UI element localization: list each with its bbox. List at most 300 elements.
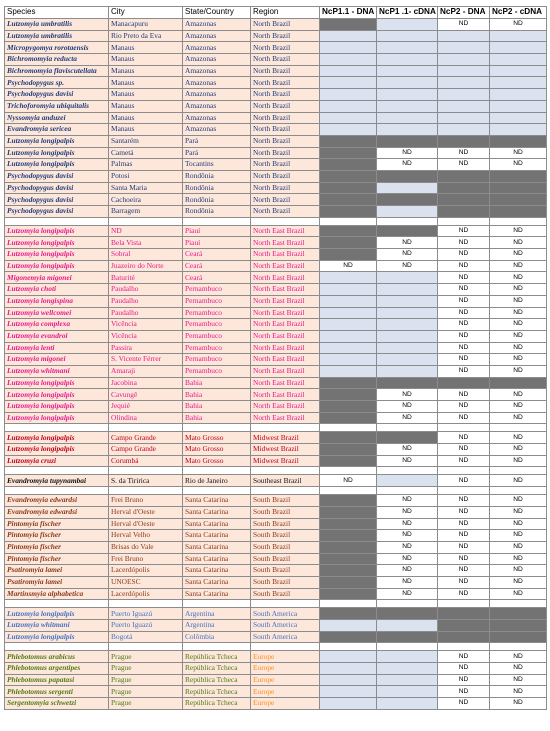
region-cell: North East Brazil <box>251 225 320 237</box>
result-cell <box>320 576 377 588</box>
result-cell <box>377 674 438 686</box>
result-cell: ND <box>438 565 490 577</box>
state-cell: Amazonas <box>183 42 251 54</box>
spacer-cell <box>438 424 490 432</box>
result-cell: ND <box>377 518 438 530</box>
state-cell: Pernambuco <box>183 354 251 366</box>
region-cell: South Brazil <box>251 588 320 600</box>
state-cell: República Tcheca <box>183 663 251 675</box>
state-cell: Amazonas <box>183 30 251 42</box>
state-cell: Rondônia <box>183 206 251 218</box>
result-cell: ND <box>438 651 490 663</box>
table-row <box>5 182 547 194</box>
result-cell <box>377 342 438 354</box>
species-cell: Lutzomyia lenti <box>5 342 109 354</box>
result-cell: ND <box>490 674 547 686</box>
city-cell: Campo Grande <box>109 432 183 444</box>
result-cell <box>320 674 377 686</box>
spacer-cell <box>5 217 109 225</box>
table-row <box>5 135 547 147</box>
state-cell: Santa Catarina <box>183 530 251 542</box>
result-cell <box>438 182 490 194</box>
region-cell: North East Brazil <box>251 249 320 261</box>
table-row <box>5 112 547 124</box>
result-cell <box>320 284 377 296</box>
city-cell: Cachoeira <box>109 194 183 206</box>
city-cell: Paudalho <box>109 307 183 319</box>
region-cell: Midwest Brazil <box>251 432 320 444</box>
result-cell <box>377 19 438 31</box>
state-cell: Rio de Janeiro <box>183 475 251 487</box>
result-cell: ND <box>438 330 490 342</box>
result-cell: ND <box>438 401 490 413</box>
result-cell <box>320 553 377 565</box>
result-cell: ND <box>438 541 490 553</box>
result-cell <box>320 354 377 366</box>
result-cell <box>490 194 547 206</box>
result-cell: ND <box>438 475 490 487</box>
spacer-cell <box>251 487 320 495</box>
result-cell: ND <box>438 237 490 249</box>
city-cell: Corumbá <box>109 455 183 467</box>
city-cell: Santarém <box>109 135 183 147</box>
state-cell: Pará <box>183 147 251 159</box>
city-cell: Potosi <box>109 170 183 182</box>
region-cell: South Brazil <box>251 530 320 542</box>
state-cell: Piauí <box>183 237 251 249</box>
region-cell: North East Brazil <box>251 412 320 424</box>
result-cell <box>320 77 377 89</box>
result-cell: ND <box>377 237 438 249</box>
result-cell <box>490 89 547 101</box>
species-cell: Lutzomyia complexa <box>5 319 109 331</box>
result-cell <box>438 100 490 112</box>
result-cell <box>320 565 377 577</box>
species-cell: Lutzomyia longipalpis <box>5 608 109 620</box>
result-cell <box>438 631 490 643</box>
spacer-cell <box>109 424 183 432</box>
result-cell: ND <box>377 159 438 171</box>
table-row <box>5 206 547 218</box>
table-row <box>5 389 547 401</box>
table-row <box>5 342 547 354</box>
result-cell <box>377 365 438 377</box>
result-cell <box>320 506 377 518</box>
table-row <box>5 631 547 643</box>
table-row <box>5 365 547 377</box>
result-cell <box>377 307 438 319</box>
state-cell: Amazonas <box>183 100 251 112</box>
state-cell: Mato Grosso <box>183 444 251 456</box>
result-cell <box>320 530 377 542</box>
city-cell: Vicência <box>109 330 183 342</box>
region-cell: North Brazil <box>251 170 320 182</box>
result-cell: ND <box>490 319 547 331</box>
state-cell: Argentina <box>183 620 251 632</box>
spacer-cell <box>320 424 377 432</box>
spacer-cell <box>109 217 183 225</box>
region-cell: North East Brazil <box>251 272 320 284</box>
city-cell: Manaus <box>109 42 183 54</box>
city-cell: Puerto Iguazú <box>109 608 183 620</box>
table-row <box>5 170 547 182</box>
city-cell: Santa Maria <box>109 182 183 194</box>
state-cell: Santa Catarina <box>183 576 251 588</box>
result-cell: ND <box>490 686 547 698</box>
state-cell: Ceará <box>183 260 251 272</box>
result-cell: ND <box>490 495 547 507</box>
species-cell: Pintomyia fischer <box>5 553 109 565</box>
spacer-row <box>5 600 547 608</box>
spacer-cell <box>490 487 547 495</box>
state-cell: Santa Catarina <box>183 588 251 600</box>
result-cell: ND <box>377 444 438 456</box>
spacer-cell <box>377 643 438 651</box>
result-cell <box>320 65 377 77</box>
city-cell: Sobral <box>109 249 183 261</box>
species-cell: Lutzomyia umbratilis <box>5 30 109 42</box>
species-cell: Lutzomyia wellcomei <box>5 307 109 319</box>
result-cell <box>320 237 377 249</box>
result-cell <box>320 663 377 675</box>
table-row <box>5 518 547 530</box>
species-cell: Pintomyia fischer <box>5 518 109 530</box>
result-cell: ND <box>438 272 490 284</box>
state-cell: Ceará <box>183 249 251 261</box>
region-cell: North East Brazil <box>251 342 320 354</box>
region-cell: North East Brazil <box>251 319 320 331</box>
result-cell <box>320 455 377 467</box>
state-cell: Amazonas <box>183 77 251 89</box>
result-cell <box>438 30 490 42</box>
region-cell: North East Brazil <box>251 377 320 389</box>
species-cell: Sergentomyia schwetzi <box>5 698 109 710</box>
region-cell: South America <box>251 631 320 643</box>
state-cell: Pernambuco <box>183 307 251 319</box>
table-row <box>5 30 547 42</box>
result-cell <box>320 319 377 331</box>
table-body <box>5 19 547 710</box>
result-cell <box>377 663 438 675</box>
result-cell: ND <box>490 249 547 261</box>
result-cell: ND <box>438 225 490 237</box>
city-cell: Jacobina <box>109 377 183 389</box>
state-cell: Amazonas <box>183 112 251 124</box>
species-cell: Lutzomyia umbratilis <box>5 19 109 31</box>
state-cell: Santa Catarina <box>183 506 251 518</box>
table-row <box>5 541 547 553</box>
city-cell: Manaus <box>109 77 183 89</box>
result-cell <box>377 330 438 342</box>
species-cell: Lutzomyia longipalpis <box>5 159 109 171</box>
result-cell: ND <box>490 330 547 342</box>
region-cell: North Brazil <box>251 206 320 218</box>
city-cell: Juazeiro do Norte <box>109 260 183 272</box>
result-cell <box>320 389 377 401</box>
result-cell <box>320 620 377 632</box>
result-cell: ND <box>320 260 377 272</box>
city-cell: Amaraji <box>109 365 183 377</box>
table-row <box>5 295 547 307</box>
result-cell <box>377 608 438 620</box>
spacer-cell <box>320 643 377 651</box>
spacer-row <box>5 217 547 225</box>
city-cell: Manaus <box>109 124 183 136</box>
table-row <box>5 65 547 77</box>
result-cell: ND <box>438 495 490 507</box>
result-cell: ND <box>490 455 547 467</box>
result-cell <box>490 65 547 77</box>
result-cell: ND <box>438 530 490 542</box>
species-cell: Psychodopygus sp. <box>5 77 109 89</box>
result-cell: ND <box>438 506 490 518</box>
table-row <box>5 475 547 487</box>
species-cell: Lutzomyia longipalpis <box>5 147 109 159</box>
spacer-cell <box>320 600 377 608</box>
result-cell <box>490 182 547 194</box>
result-cell <box>320 518 377 530</box>
spacer-row <box>5 643 547 651</box>
species-cell: Psychodopygus davisi <box>5 170 109 182</box>
species-cell: Lutzomyia whitmani <box>5 365 109 377</box>
city-cell: Herval d'Oeste <box>109 506 183 518</box>
table-row <box>5 588 547 600</box>
result-cell: ND <box>377 541 438 553</box>
state-cell: Pernambuco <box>183 284 251 296</box>
city-cell: Jequié <box>109 401 183 413</box>
table-row <box>5 54 547 66</box>
state-cell: República Tcheca <box>183 651 251 663</box>
species-cell: Psychodopygus davisi <box>5 194 109 206</box>
table-row <box>5 576 547 588</box>
result-cell: ND <box>490 307 547 319</box>
species-cell: Phlebotomus sergenti <box>5 686 109 698</box>
result-cell <box>320 295 377 307</box>
result-cell: ND <box>438 260 490 272</box>
result-cell: ND <box>490 432 547 444</box>
species-cell: Lutzomyia longipalpis <box>5 135 109 147</box>
state-cell: Amazonas <box>183 124 251 136</box>
region-cell: South Brazil <box>251 541 320 553</box>
result-cell <box>320 686 377 698</box>
city-cell: Prague <box>109 674 183 686</box>
result-cell <box>490 77 547 89</box>
result-cell: ND <box>490 354 547 366</box>
spacer-cell <box>109 467 183 475</box>
table-row <box>5 620 547 632</box>
result-cell <box>438 42 490 54</box>
species-cell: Lutzomyia longipalpis <box>5 249 109 261</box>
table-row <box>5 674 547 686</box>
result-cell: ND <box>490 588 547 600</box>
table-row <box>5 506 547 518</box>
result-cell <box>377 475 438 487</box>
result-cell <box>377 42 438 54</box>
state-cell: Santa Catarina <box>183 541 251 553</box>
city-cell: Passira <box>109 342 183 354</box>
state-cell: Pernambuco <box>183 295 251 307</box>
region-cell: North Brazil <box>251 54 320 66</box>
city-cell: Vicência <box>109 319 183 331</box>
city-cell: Olindina <box>109 412 183 424</box>
result-cell <box>490 206 547 218</box>
result-cell <box>320 377 377 389</box>
result-cell <box>377 295 438 307</box>
species-cell: Nyssomyia anduzei <box>5 112 109 124</box>
table-row <box>5 237 547 249</box>
result-cell <box>320 112 377 124</box>
state-cell: Argentina <box>183 608 251 620</box>
result-cell: ND <box>438 319 490 331</box>
table-row <box>5 272 547 284</box>
spacer-cell <box>377 487 438 495</box>
result-cell: ND <box>490 651 547 663</box>
result-cell: ND <box>377 412 438 424</box>
spacer-cell <box>490 467 547 475</box>
result-cell <box>377 319 438 331</box>
species-cell: Pintomyia fischer <box>5 541 109 553</box>
result-cell <box>320 249 377 261</box>
result-cell <box>320 194 377 206</box>
city-cell: Prague <box>109 651 183 663</box>
region-cell: South Brazil <box>251 518 320 530</box>
state-cell: Amazonas <box>183 89 251 101</box>
result-cell <box>438 65 490 77</box>
region-cell: South Brazil <box>251 576 320 588</box>
spacer-cell <box>109 600 183 608</box>
region-cell: North Brazil <box>251 194 320 206</box>
state-cell: República Tcheca <box>183 686 251 698</box>
region-cell: Europe <box>251 663 320 675</box>
result-cell: ND <box>490 541 547 553</box>
result-cell <box>490 170 547 182</box>
state-cell: Pernambuco <box>183 365 251 377</box>
species-cell: Psatiromyia lamei <box>5 576 109 588</box>
spacer-cell <box>320 467 377 475</box>
result-cell <box>490 631 547 643</box>
spacer-cell <box>377 217 438 225</box>
table-row <box>5 530 547 542</box>
result-cell <box>377 225 438 237</box>
result-cell: ND <box>438 518 490 530</box>
city-cell: Bogotá <box>109 631 183 643</box>
table-row <box>5 495 547 507</box>
state-cell: Santa Catarina <box>183 553 251 565</box>
result-cell: ND <box>490 237 547 249</box>
result-cell <box>438 170 490 182</box>
result-cell <box>377 284 438 296</box>
species-cell: Lutzomyia longipalpis <box>5 225 109 237</box>
species-cell: Evandromyia sericea <box>5 124 109 136</box>
result-cell: ND <box>438 432 490 444</box>
city-cell: Lacerdópolis <box>109 565 183 577</box>
spacer-cell <box>5 643 109 651</box>
species-cell: Lutzomyia longipalpis <box>5 412 109 424</box>
result-cell: ND <box>438 365 490 377</box>
table-row <box>5 401 547 413</box>
table-row <box>5 307 547 319</box>
species-cell: Martinsmyia alphabetica <box>5 588 109 600</box>
region-cell: Midwest Brazil <box>251 444 320 456</box>
spacer-cell <box>5 600 109 608</box>
table-row <box>5 77 547 89</box>
city-cell: Barragem <box>109 206 183 218</box>
result-cell <box>377 182 438 194</box>
result-cell <box>377 651 438 663</box>
spacer-cell <box>438 643 490 651</box>
species-cell: Migonemyia migonei <box>5 272 109 284</box>
species-cell: Evandromyia tupynambai <box>5 475 109 487</box>
city-cell: Lacerdópolis <box>109 588 183 600</box>
city-cell: Brisas do Vale <box>109 541 183 553</box>
result-cell: ND <box>438 19 490 31</box>
result-cell: ND <box>490 159 547 171</box>
result-cell <box>320 225 377 237</box>
result-cell: ND <box>490 147 547 159</box>
spacer-cell <box>490 600 547 608</box>
result-cell <box>320 89 377 101</box>
table-row <box>5 686 547 698</box>
result-cell: ND <box>438 686 490 698</box>
result-cell <box>320 147 377 159</box>
species-cell: Lutzomyia longipalpis <box>5 444 109 456</box>
header-ncp2-dna: NcP2 - DNA <box>438 7 490 19</box>
table-row <box>5 249 547 261</box>
result-cell <box>377 354 438 366</box>
result-cell <box>377 77 438 89</box>
result-cell <box>377 89 438 101</box>
header-ncp1-cdna: NcP1 .1- cDNA <box>377 7 438 19</box>
result-cell <box>320 495 377 507</box>
species-cell: Lutzomyia longipalpis <box>5 631 109 643</box>
result-cell: ND <box>438 307 490 319</box>
species-cell: Psychodopygus davisi <box>5 182 109 194</box>
result-cell: ND <box>377 147 438 159</box>
region-cell: North Brazil <box>251 42 320 54</box>
result-cell <box>320 42 377 54</box>
region-cell: North Brazil <box>251 159 320 171</box>
result-cell <box>377 124 438 136</box>
table-row <box>5 42 547 54</box>
city-cell: Cavungê <box>109 389 183 401</box>
result-cell: ND <box>490 663 547 675</box>
table-row <box>5 651 547 663</box>
result-cell: ND <box>438 444 490 456</box>
table-row <box>5 663 547 675</box>
species-cell: Lutzomyia migonei <box>5 354 109 366</box>
spacer-cell <box>438 217 490 225</box>
result-cell <box>438 135 490 147</box>
result-cell <box>320 135 377 147</box>
region-cell: North Brazil <box>251 65 320 77</box>
table-row <box>5 260 547 272</box>
result-cell: ND <box>438 389 490 401</box>
result-cell: ND <box>490 284 547 296</box>
spacer-cell <box>183 467 251 475</box>
city-cell: Manaus <box>109 54 183 66</box>
result-cell: ND <box>377 530 438 542</box>
result-cell: ND <box>490 475 547 487</box>
result-cell: ND <box>377 565 438 577</box>
city-cell: Frei Bruno <box>109 553 183 565</box>
results-table-wrapper <box>4 6 547 710</box>
result-cell <box>320 124 377 136</box>
result-cell <box>377 206 438 218</box>
result-cell: ND <box>377 249 438 261</box>
spacer-cell <box>438 487 490 495</box>
table-row <box>5 100 547 112</box>
spacer-cell <box>377 424 438 432</box>
